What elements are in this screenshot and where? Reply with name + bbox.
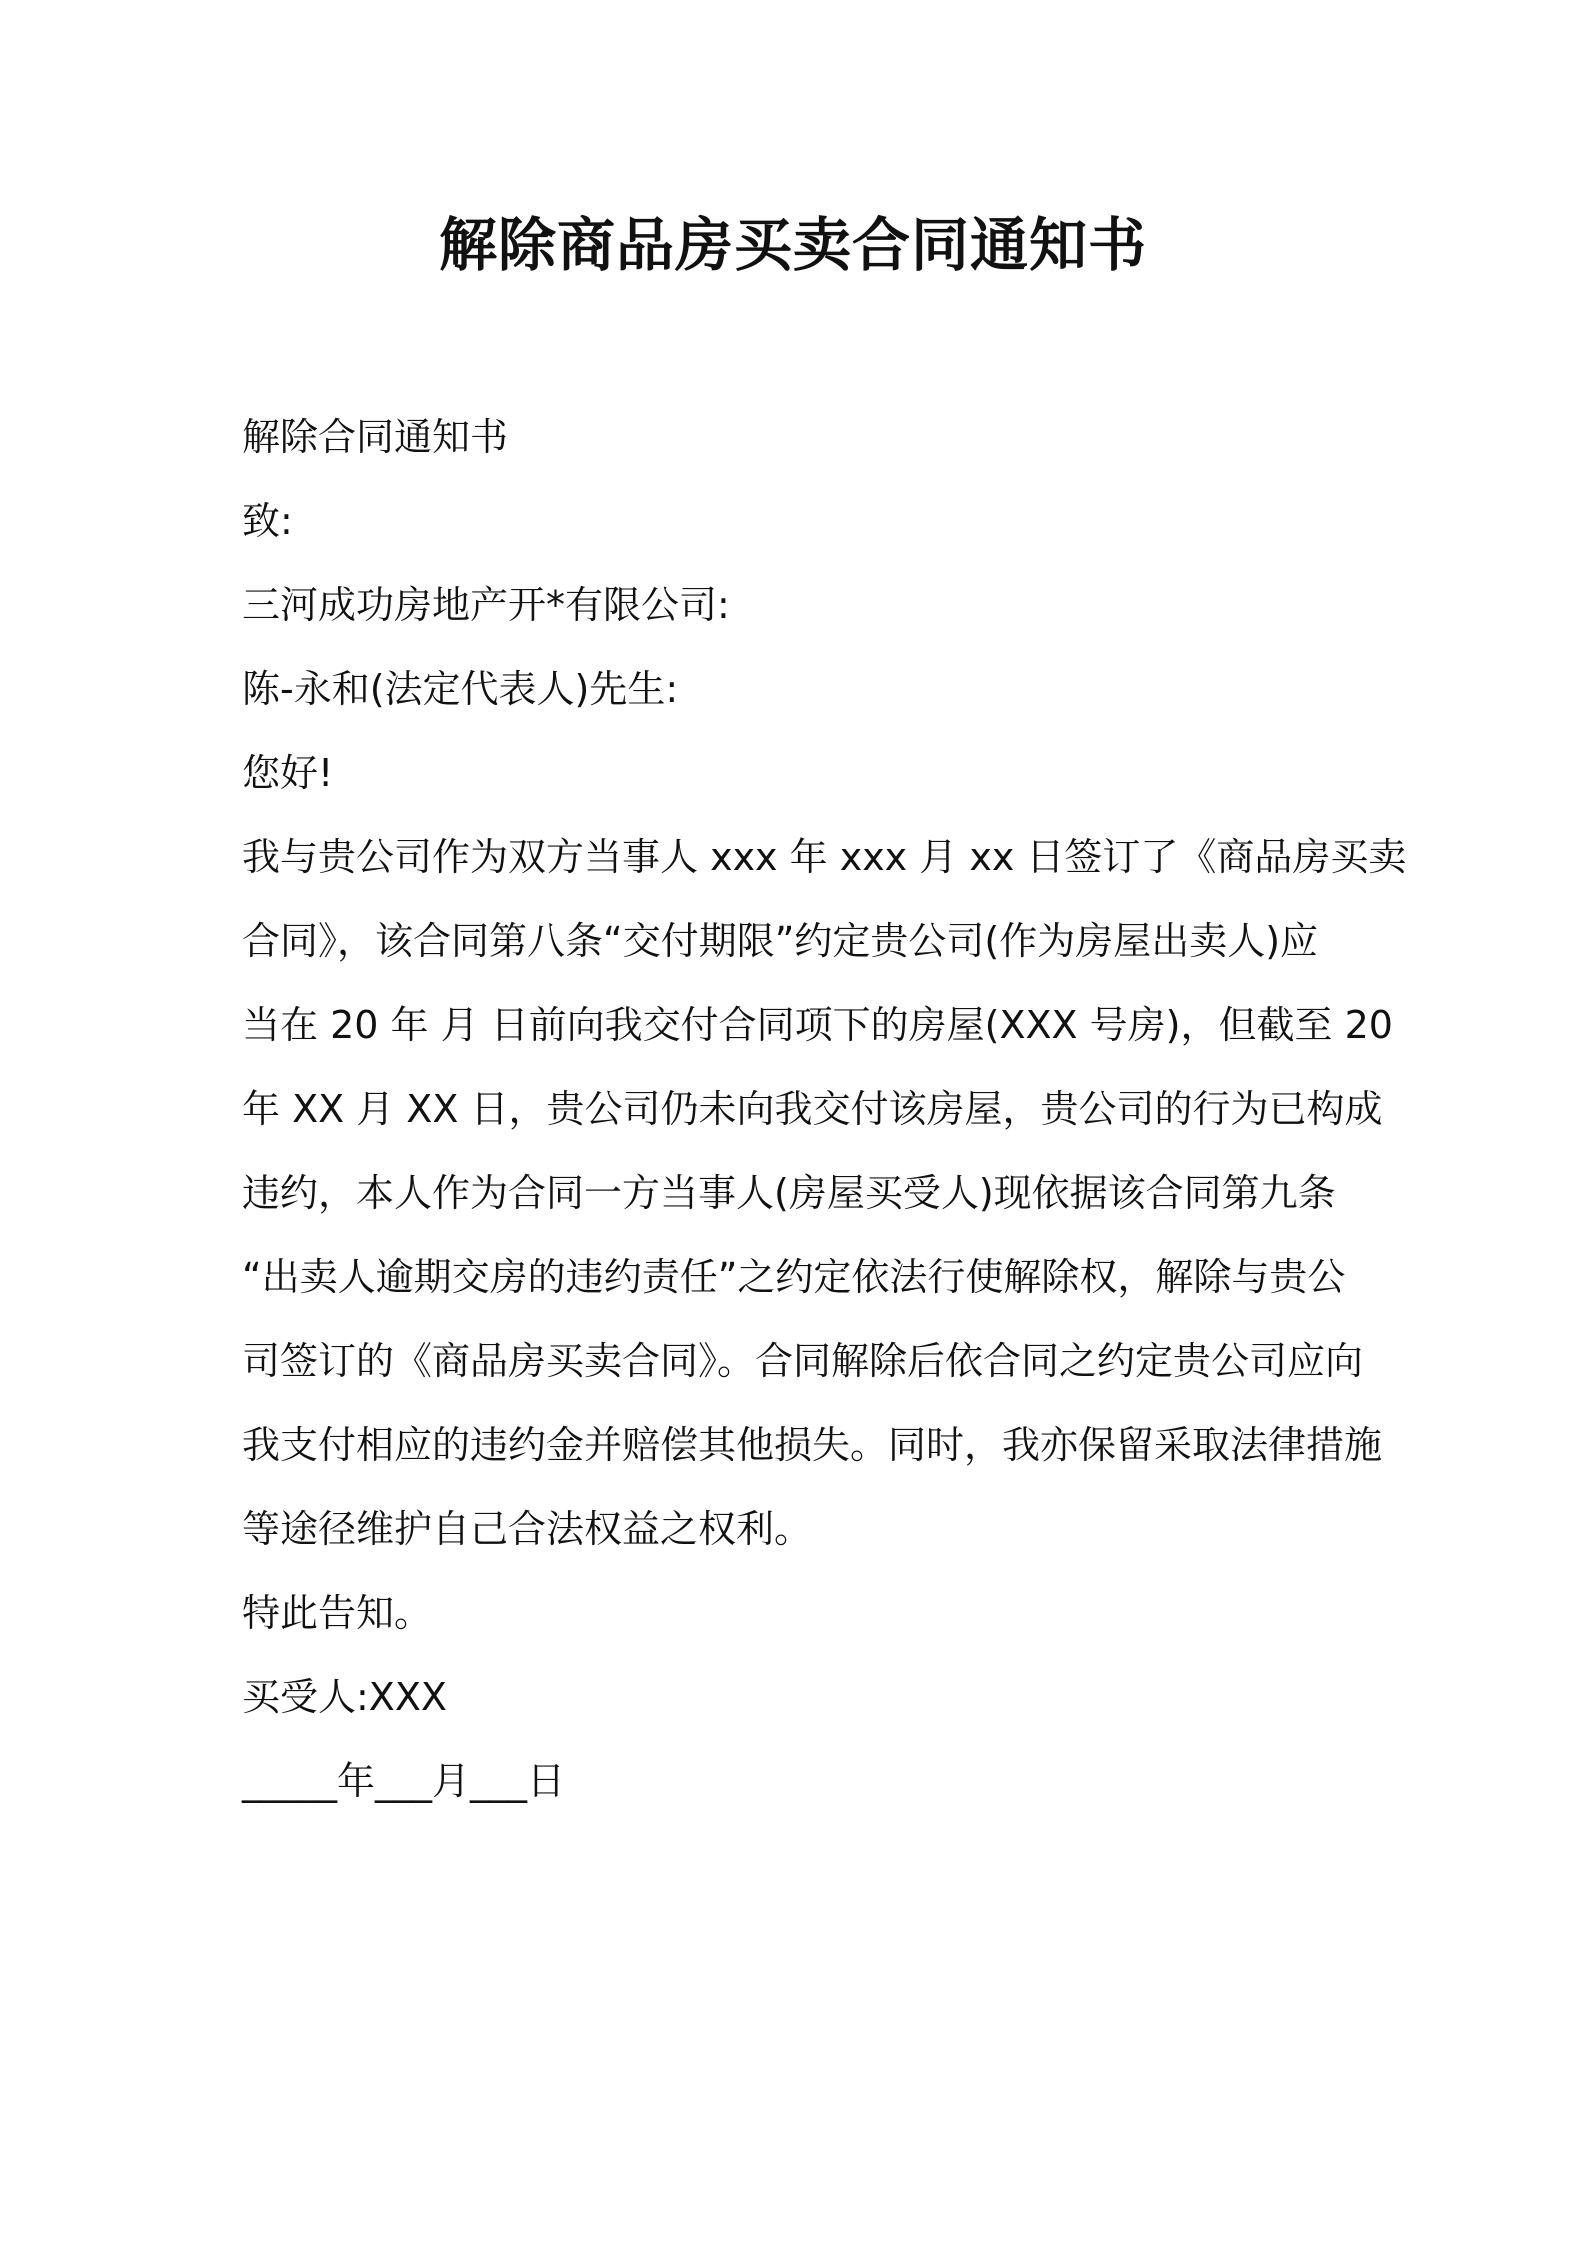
body-line: 当在 20 年 月 日前向我交付合同项下的房屋(XXX 号房)，但截至 20 (242, 1003, 1393, 1047)
document-title: 解除商品房买卖合同通知书 (438, 211, 1147, 279)
body-line: 合同》，该合同第八条“交付期限”约定贵公司(作为房屋出卖人)应 (242, 919, 1319, 963)
addressee-company: 三河成功房地产开*有限公司: (242, 583, 730, 627)
body-line: “出卖人逾期交房的违约责任”之约定依法行使解除权，解除与贵公 (242, 1255, 1346, 1299)
body-line: 年 XX 月 XX 日，贵公司仍未向我交付该房屋，贵公司的行为已构成 (242, 1087, 1383, 1131)
addressee-label: 致: (242, 499, 293, 543)
body-line: 违约，本人作为合同一方当事人(房屋买受人)现依据该合同第九条 (242, 1171, 1336, 1215)
body-line: 司签订的《商品房买卖合同》。合同解除后依合同之约定贵公司应向 (242, 1339, 1364, 1383)
addressee-representative: 陈-永和(法定代表人)先生: (242, 667, 679, 711)
notice-heading: 解除合同通知书 (242, 415, 509, 459)
body-line: 等途径维护自己合法权益之权利。 (242, 1507, 813, 1551)
closing-text: 特此告知。 (242, 1591, 433, 1635)
buyer-signature: 买受人:XXX (242, 1675, 447, 1719)
body-line: 我支付相应的违约金并赔偿其他损失。同时，我亦保留采取法律措施 (242, 1423, 1383, 1467)
body-line: 我与贵公司作为双方当事人 xxx 年 xxx 月 xx 日签订了《商品房买卖 (242, 835, 1407, 879)
date-line: _____年___月___日 (242, 1759, 566, 1803)
document-body (242, 395, 1407, 1823)
greeting: 您好! (242, 751, 334, 795)
